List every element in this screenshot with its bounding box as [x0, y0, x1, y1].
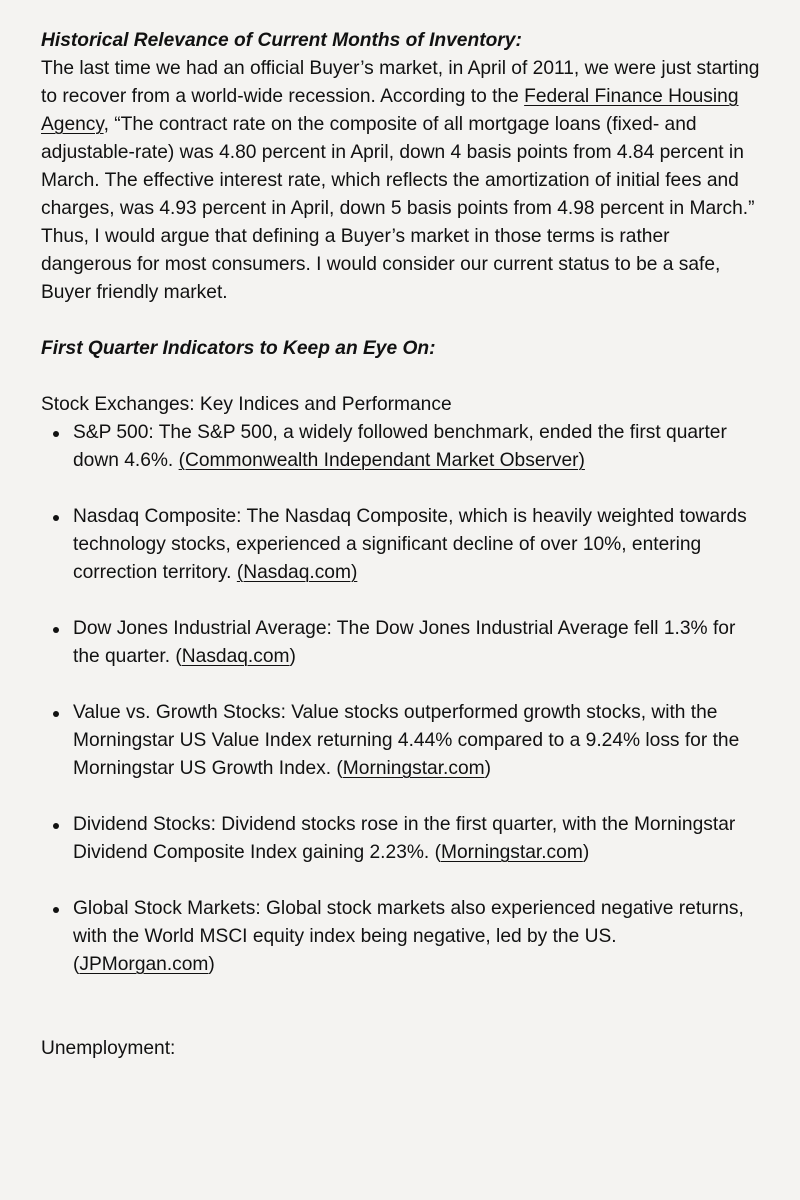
nasdaq-link[interactable]: Nasdaq.com: [181, 646, 290, 667]
list-item-sp500: [41, 419, 760, 475]
list-item-text: Value vs. Growth Stocks: Value stocks outperformed growth stocks, with the Morningstar US Value Index returning 4.44% compared to a 9.24% loss for the Morningstar US Growth Index.: [73, 702, 740, 779]
list-item-text: Global Stock Markets: Global stock markets also experienced negative returns, with the World MSCI equity index being negative, led by the US.: [73, 898, 744, 947]
bullet-icon: [53, 515, 59, 521]
link-open-paren: (: [175, 646, 182, 667]
link-open-paren: (: [434, 842, 441, 863]
stock-exchanges-subheading: Stock Exchanges: Key Indices and Performance: [41, 394, 452, 415]
list-item-dow-jones: [41, 615, 760, 671]
historical-text-start: The last time we had an official Buyer’s market, in April of 2011, we were just starting to recover from a world-wide recession. According to the: [41, 58, 760, 107]
bullet-icon: [53, 823, 59, 829]
list-item-text: Dow Jones Industrial Average: The Dow Jones Industrial Average fell 1.3% for the quarter.: [73, 618, 736, 667]
jpmorgan-link[interactable]: JPMorgan.com: [79, 954, 209, 975]
list-item-text: S&P 500: The S&P 500, a widely followed benchmark, ended the first quarter down 4.6%.: [73, 422, 727, 471]
bullet-icon: [53, 431, 59, 437]
historical-heading: Historical Relevance of Current Months of Inventory:: [41, 30, 522, 51]
link-open-paren: (: [336, 758, 343, 779]
federal-finance-housing-agency-link[interactable]: Federal Finance Housing Agency: [41, 86, 739, 135]
list-item-dividend-stocks: [41, 811, 760, 867]
link-close-paren: ): [289, 646, 296, 667]
nasdaq-link[interactable]: (Nasdaq.com): [236, 562, 358, 583]
bullet-icon: [53, 711, 59, 717]
list-item-value-vs-growth: [41, 699, 760, 783]
historical-paragraph: [41, 55, 760, 307]
list-item-text: Dividend Stocks: Dividend stocks rose in the first quarter, with the Morningstar Dividend Composite Index gaining 2.23%.: [73, 814, 736, 863]
list-item-nasdaq: [41, 503, 760, 587]
historical-text-end: , “The contract rate on the composite of all mortgage loans (fixed- and adjustable-rate) was 4.80 percent in April, down 4 basis points from 4.84 percent in March. The effective interest rate, which reflects the amortization of initial fees and charges, was 4.93 percent in April, down 5 basis points from 4.98 percent in March.” Thus, I would argue that defining a Buyer’s market in those terms is rather dangerous for most consumers. I would consider our current status to be a safe, Buyer friendly market.: [41, 114, 755, 303]
spacer: [41, 363, 760, 391]
link-close-paren: ): [484, 758, 492, 779]
bullet-icon: [53, 627, 59, 633]
cimo-link[interactable]: (Commonwealth Independant Market Observer): [178, 450, 585, 471]
link-open-paren: (: [73, 954, 80, 975]
morningstar-link[interactable]: Morningstar.com: [342, 758, 485, 779]
unemployment-label: Unemployment:: [41, 1038, 176, 1059]
first-quarter-heading: First Quarter Indicators to Keep an Eye On:: [41, 338, 436, 359]
list-item-global-markets: [41, 895, 760, 979]
list-item-text: Nasdaq Composite: The Nasdaq Composite, which is heavily weighted towards technology stocks, experienced a significant decline of over 10%, entering correction territory.: [73, 506, 747, 583]
indicators-list: [41, 419, 760, 979]
spacer: [41, 307, 760, 335]
bullet-icon: [53, 907, 59, 913]
link-close-paren: ): [208, 954, 215, 975]
link-close-paren: ): [582, 842, 590, 863]
morningstar-link[interactable]: Morningstar.com: [440, 842, 583, 863]
